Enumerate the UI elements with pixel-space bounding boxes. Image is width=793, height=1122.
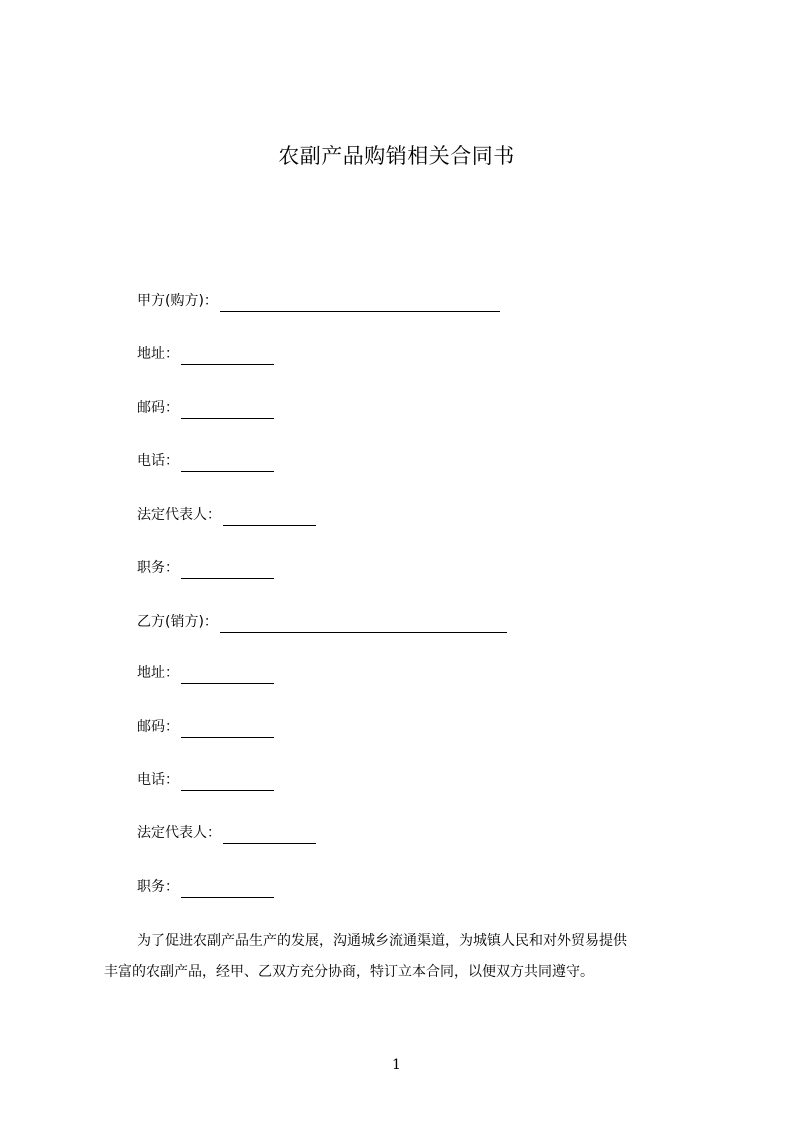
- party-a-phone-blank[interactable]: [181, 453, 274, 472]
- party-a-legal-rep-blank[interactable]: [223, 507, 316, 526]
- party-b-address-label: 地址：: [137, 665, 179, 681]
- party-a-address-field: [137, 343, 274, 365]
- party-a-name-label: 甲方(购方)：: [137, 293, 218, 309]
- party-b-phone-label: 电话：: [137, 772, 179, 788]
- party-a-address-label: 地址：: [137, 346, 179, 362]
- party-a-postcode-label: 邮码：: [137, 400, 179, 416]
- party-b-position-field: [137, 876, 274, 898]
- party-a-legal-rep-field: [137, 504, 316, 526]
- page-number: 1: [392, 1057, 401, 1073]
- party-a-legal-rep-label: 法定代表人：: [137, 507, 221, 523]
- party-b-postcode-field: [137, 716, 274, 738]
- party-b-phone-field: [137, 769, 274, 791]
- party-b-phone-blank[interactable]: [181, 772, 274, 791]
- party-a-postcode-blank[interactable]: [181, 400, 274, 419]
- preamble-line-1: 为了促进农副产品生产的发展，沟通城乡流通渠道，为城镇人民和对外贸易提供: [137, 933, 627, 949]
- party-a-phone-field: [137, 450, 274, 472]
- party-b-position-label: 职务：: [137, 879, 179, 895]
- party-a-name-field: [137, 290, 500, 312]
- party-b-name-blank[interactable]: [220, 614, 507, 633]
- party-b-position-blank[interactable]: [181, 879, 274, 898]
- party-b-legal-rep-field: [137, 822, 316, 844]
- party-a-name-blank[interactable]: [220, 293, 500, 312]
- party-a-position-field: [137, 557, 274, 579]
- party-b-legal-rep-label: 法定代表人：: [137, 825, 221, 841]
- party-a-position-label: 职务：: [137, 560, 179, 576]
- party-a-address-blank[interactable]: [181, 346, 274, 365]
- party-b-address-field: [137, 662, 274, 684]
- party-b-name-label: 乙方(销方)：: [137, 614, 218, 630]
- party-a-phone-label: 电话：: [137, 453, 179, 469]
- party-b-name-field: [137, 611, 507, 633]
- party-a-position-blank[interactable]: [181, 560, 274, 579]
- party-b-postcode-blank[interactable]: [181, 719, 274, 738]
- preamble-line-2: 丰富的农副产品，经甲、乙双方充分协商，特订立本合同，以便双方共同遵守。: [104, 964, 594, 980]
- party-a-postcode-field: [137, 397, 274, 419]
- party-b-postcode-label: 邮码：: [137, 719, 179, 735]
- preamble-paragraph: [104, 926, 704, 988]
- document-title: 农副产品购销相关合同书: [278, 144, 515, 168]
- party-b-address-blank[interactable]: [181, 665, 274, 684]
- party-b-legal-rep-blank[interactable]: [223, 825, 316, 844]
